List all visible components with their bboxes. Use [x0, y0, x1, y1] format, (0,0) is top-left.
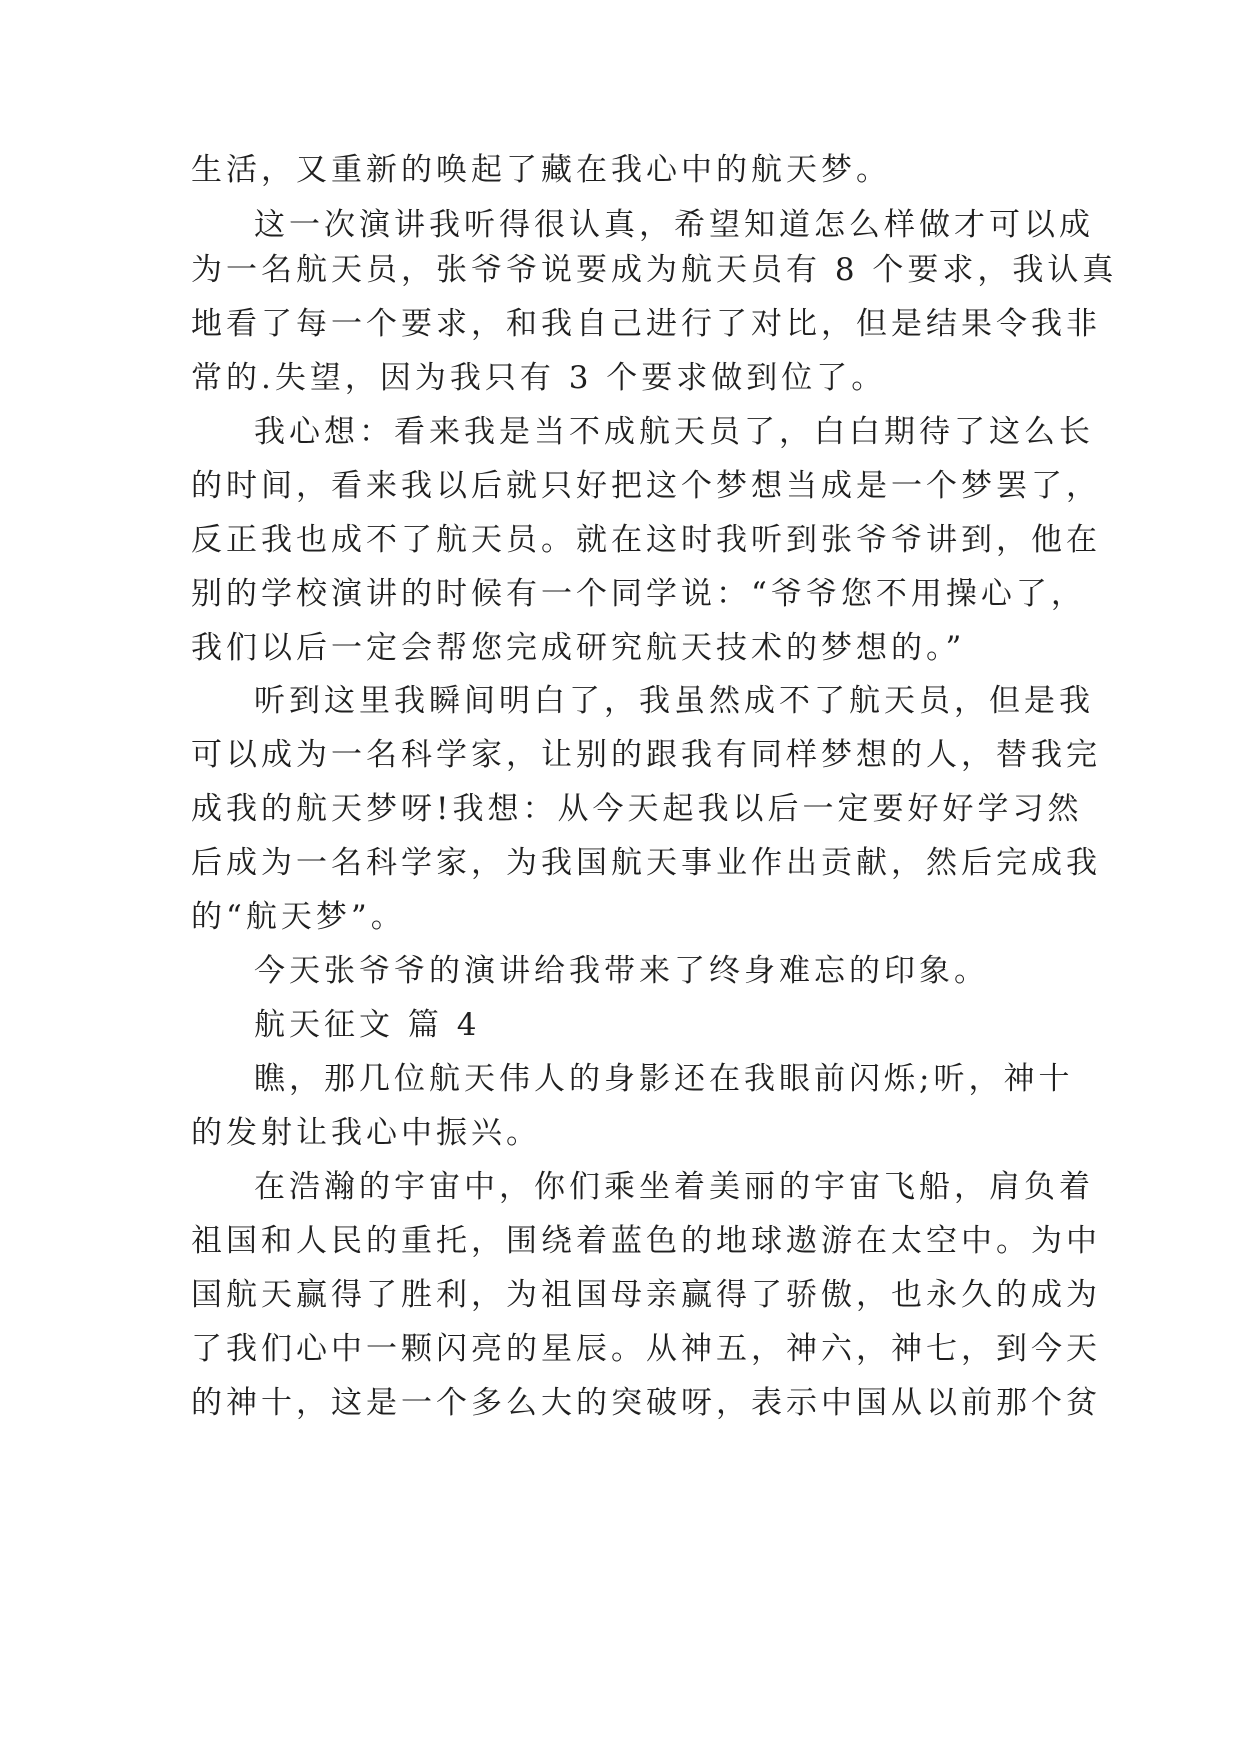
text-line: 常的.失望，因为我只有 3 个要求做到位了。	[191, 360, 887, 396]
text-line: 的发射让我心中振兴。	[191, 1115, 541, 1151]
text-line: 可以成为一名科学家，让别的跟我有同样梦想的人，替我完	[191, 737, 1101, 773]
paragraph-first-line: 今天张爷爷的演讲给我带来了终身难忘的印象。	[254, 953, 989, 989]
section-heading: 航天征文 篇 4	[254, 1007, 481, 1043]
text-line: 成我的航天梦呀!我想：从今天起我以后一定要好好学习然	[191, 791, 1083, 827]
text-line: 生活，又重新的唤起了藏在我心中的航天梦。	[191, 152, 891, 188]
paragraph-first-line: 听到这里我瞬间明白了，我虽然成不了航天员，但是我	[254, 683, 1094, 719]
paragraph-first-line: 这一次演讲我听得很认真，希望知道怎么样做才可以成	[254, 207, 1094, 243]
text-line: 地看了每一个要求，和我自己进行了对比，但是结果令我非	[191, 306, 1101, 342]
paragraph-first-line: 我心想：看来我是当不成航天员了，白白期待了这么长	[254, 414, 1094, 450]
text-line: 反正我也成不了航天员。就在这时我听到张爷爷讲到，他在	[191, 522, 1101, 558]
paragraph-first-line: 瞧，那几位航天伟人的身影还在我眼前闪烁;听，神十	[254, 1061, 1074, 1097]
text-line: 别的学校演讲的时候有一个同学说：“爷爷您不用操心了，	[191, 576, 1086, 612]
text-line: 我们以后一定会帮您完成研究航天技术的梦想的。”	[191, 630, 966, 666]
paragraph-first-line: 在浩瀚的宇宙中，你们乘坐着美丽的宇宙飞船，肩负着	[254, 1169, 1094, 1205]
text-line: 的神十，这是一个多么大的突破呀，表示中国从以前那个贫	[191, 1385, 1101, 1421]
text-line: 的时间，看来我以后就只好把这个梦想当成是一个梦罢了，	[191, 468, 1101, 504]
text-line: 后成为一名科学家，为我国航天事业作出贡献，然后完成我	[191, 845, 1101, 881]
text-line: 祖国和人民的重托，围绕着蓝色的地球遨游在太空中。为中	[191, 1223, 1101, 1259]
text-line: 的“航天梦”。	[191, 899, 406, 935]
text-line: 国航天赢得了胜利，为祖国母亲赢得了骄傲，也永久的成为	[191, 1277, 1101, 1313]
text-line: 为一名航天员，张爷爷说要成为航天员有 8 个要求，我认真	[191, 252, 1118, 288]
text-line: 了我们心中一颗闪亮的星辰。从神五，神六，神七，到今天	[191, 1331, 1101, 1367]
